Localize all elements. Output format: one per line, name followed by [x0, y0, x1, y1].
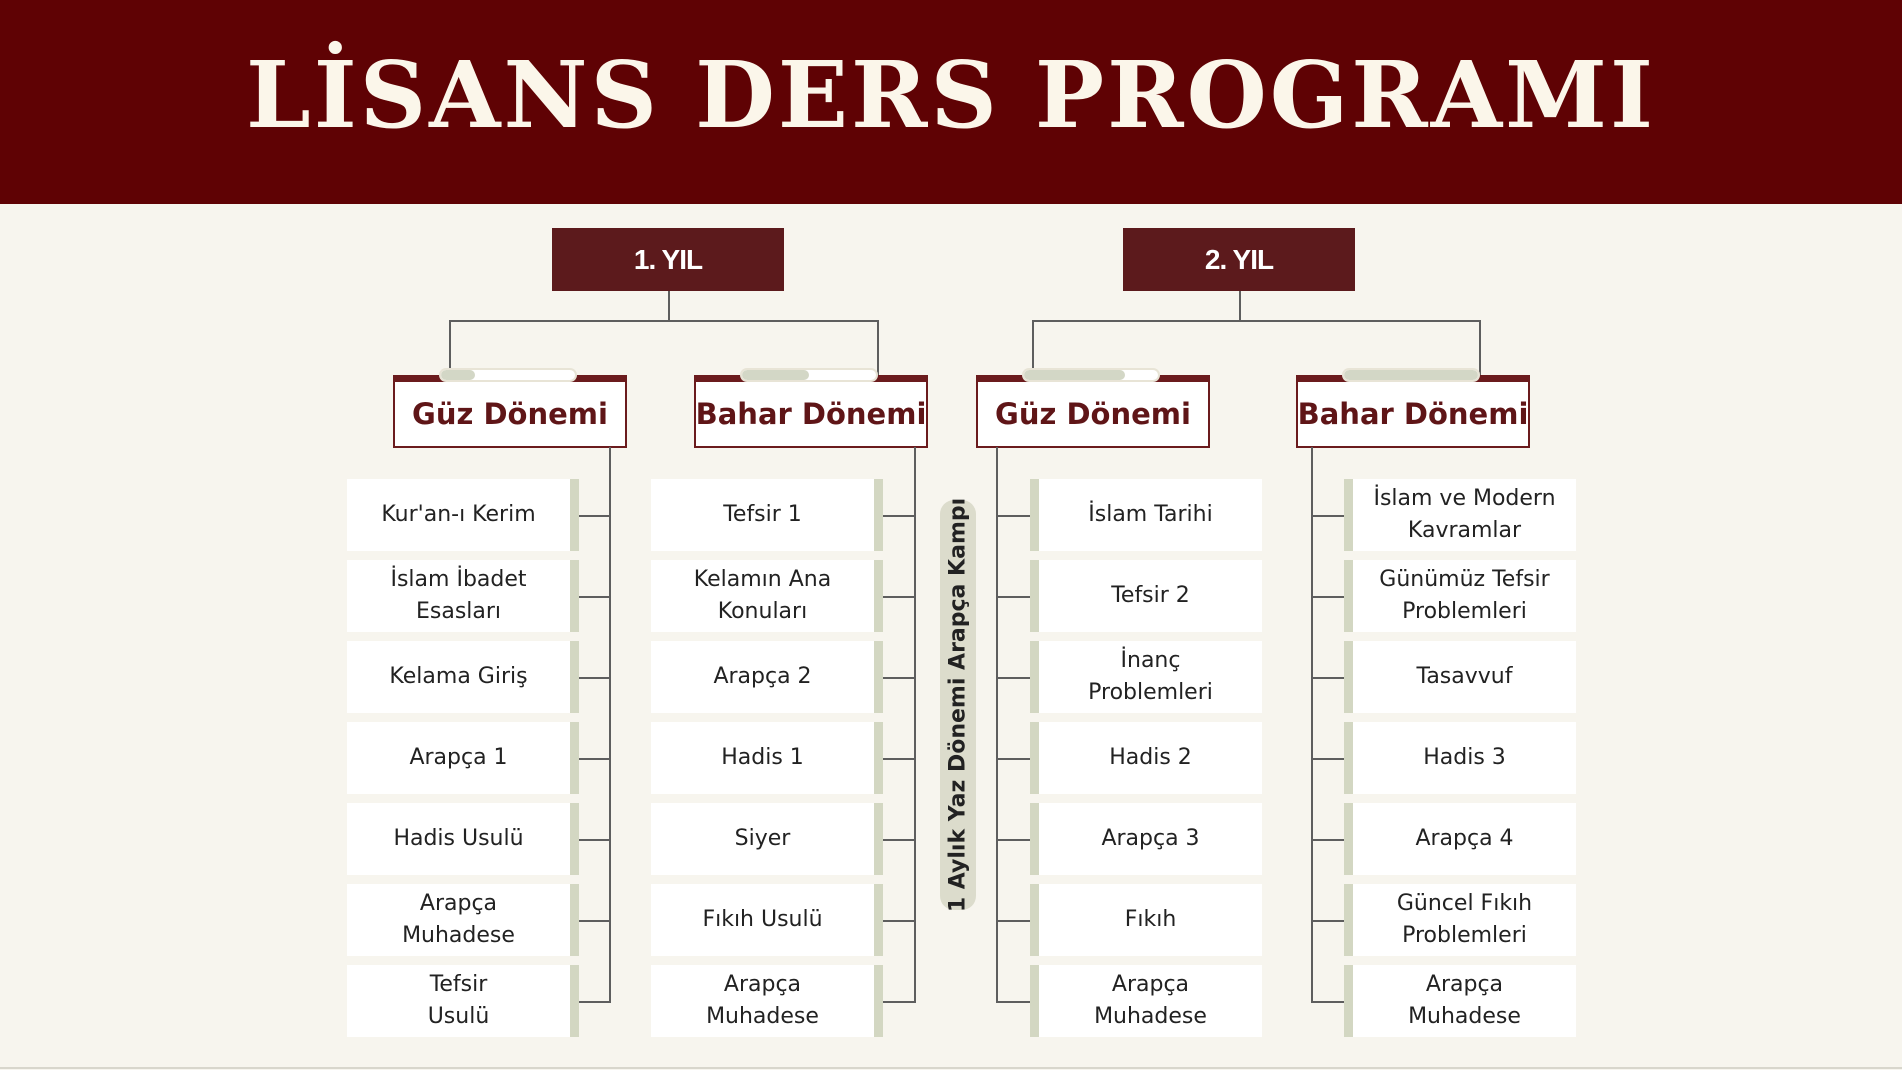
course-label: Fıkıh	[1124, 907, 1177, 932]
course-label: Hadis 1	[721, 745, 804, 770]
progress-pill	[1022, 368, 1160, 382]
course-card	[651, 965, 883, 1037]
course-card	[1344, 479, 1576, 551]
course-label: Kelamın Ana Konuları	[693, 567, 832, 624]
course-label: Arapça 3	[1101, 826, 1200, 851]
connector-line	[1479, 320, 1481, 375]
progress-pill-fill	[1024, 370, 1125, 380]
course-card	[347, 479, 579, 551]
course-label: Kelama Giriş	[389, 664, 528, 689]
course-label: Günümüz Tefsir Problemleri	[1379, 567, 1550, 624]
semester-box	[393, 375, 627, 448]
course-card	[1030, 965, 1262, 1037]
progress-pill-fill	[441, 370, 475, 380]
progress-pill	[439, 368, 577, 382]
course-card	[347, 641, 579, 713]
semester-label: Bahar Dönemi	[695, 397, 927, 431]
connector-tick	[996, 596, 1030, 598]
summer-camp-banner	[940, 497, 976, 913]
connector-spine	[996, 447, 998, 1001]
course-card	[1344, 884, 1576, 956]
progress-pill-fill	[1344, 370, 1478, 380]
course-label: Arapça 2	[713, 664, 812, 689]
connector-tick	[883, 515, 916, 517]
summer-camp-label: 1 Aylık Yaz Dönemi Arapça Kampı	[945, 497, 971, 913]
connector-tick	[883, 758, 916, 760]
course-card	[651, 884, 883, 956]
connector-line	[877, 320, 879, 375]
progress-pill	[1342, 368, 1480, 382]
course-label: Fıkıh Usulü	[702, 907, 823, 932]
semester-label: Bahar Dönemi	[1297, 397, 1529, 431]
course-card	[651, 560, 883, 632]
connector-tick	[1311, 758, 1344, 760]
course-card	[651, 641, 883, 713]
course-card	[347, 803, 579, 875]
course-card	[1030, 560, 1262, 632]
connector-tick	[1311, 596, 1344, 598]
connector-tick	[1311, 839, 1344, 841]
course-card	[347, 560, 579, 632]
connector-tick	[883, 677, 916, 679]
course-label: Hadis Usulü	[393, 826, 524, 851]
course-label: Hadis 2	[1109, 745, 1192, 770]
connector-tick	[996, 515, 1030, 517]
connector-spine	[914, 447, 916, 1001]
course-card	[1344, 641, 1576, 713]
page-title: LİSANS DERS PROGRAMI	[246, 41, 1656, 149]
course-label: Arapça 1	[409, 745, 508, 770]
connector-tick	[579, 758, 611, 760]
course-card	[651, 803, 883, 875]
bottom-divider	[0, 1067, 1902, 1069]
course-label: İnanç Problemleri	[1088, 648, 1213, 705]
connector-tick	[996, 1001, 1030, 1003]
connector-tick	[996, 920, 1030, 922]
connector-line	[1032, 320, 1034, 375]
course-label: Tefsir 1	[723, 502, 802, 527]
course-card	[1030, 722, 1262, 794]
connector-tick	[1311, 1001, 1344, 1003]
connector-spine	[1311, 447, 1313, 1001]
progress-pill-fill	[742, 370, 809, 380]
semester-label: Güz Dönemi	[995, 397, 1191, 431]
connector-tick	[579, 515, 611, 517]
connector-tick	[579, 839, 611, 841]
course-card	[347, 965, 579, 1037]
course-label: İslam İbadet Esasları	[390, 567, 527, 624]
course-card	[1344, 560, 1576, 632]
connector-tick	[1311, 677, 1344, 679]
semester-box	[1296, 375, 1530, 448]
course-label: Arapça Muhadese	[1094, 972, 1207, 1029]
semester-box	[694, 375, 928, 448]
connector-tick	[1311, 920, 1344, 922]
course-label: İslam Tarihi	[1088, 502, 1213, 527]
connector-tick	[883, 1001, 916, 1003]
course-label: Arapça Muhadese	[1408, 972, 1521, 1029]
connector-tick	[579, 677, 611, 679]
course-card	[651, 479, 883, 551]
course-card	[1030, 479, 1262, 551]
course-label: Arapça 4	[1415, 826, 1514, 851]
connector-spine	[609, 447, 611, 1001]
connector-tick	[996, 758, 1030, 760]
year-box: 1. YIL	[552, 228, 784, 291]
connector-line	[1032, 320, 1481, 322]
progress-pill	[740, 368, 878, 382]
connector-line	[449, 320, 879, 322]
course-card	[1030, 641, 1262, 713]
connector-tick	[579, 596, 611, 598]
course-card	[651, 722, 883, 794]
connector-line	[668, 291, 670, 320]
connector-line	[449, 320, 451, 375]
connector-tick	[883, 596, 916, 598]
connector-tick	[579, 920, 611, 922]
course-label: Tasavvuf	[1416, 664, 1513, 689]
connector-tick	[996, 839, 1030, 841]
course-label: Kur'an-ı Kerim	[381, 502, 536, 527]
course-label: Arapça Muhadese	[402, 891, 515, 948]
course-card	[1344, 722, 1576, 794]
course-label: Güncel Fıkıh Problemleri	[1396, 891, 1533, 948]
course-label: Arapça Muhadese	[706, 972, 819, 1029]
semester-box	[976, 375, 1210, 448]
course-card	[1030, 803, 1262, 875]
connector-line	[1239, 291, 1241, 320]
course-label: Siyer	[734, 826, 791, 851]
course-card	[347, 722, 579, 794]
connector-tick	[883, 839, 916, 841]
connector-tick	[1311, 515, 1344, 517]
course-label: Hadis 3	[1423, 745, 1506, 770]
course-label: Tefsir Usulü	[427, 972, 490, 1029]
connector-tick	[579, 1001, 611, 1003]
course-card	[1030, 884, 1262, 956]
connector-tick	[883, 920, 916, 922]
course-card	[1344, 803, 1576, 875]
course-label: Tefsir 2	[1111, 583, 1190, 608]
connector-tick	[996, 677, 1030, 679]
semester-label: Güz Dönemi	[412, 397, 608, 431]
course-label: İslam ve Modern Kavramlar	[1373, 486, 1556, 543]
course-card	[347, 884, 579, 956]
course-card	[1344, 965, 1576, 1037]
year-box: 2. YIL	[1123, 228, 1355, 291]
